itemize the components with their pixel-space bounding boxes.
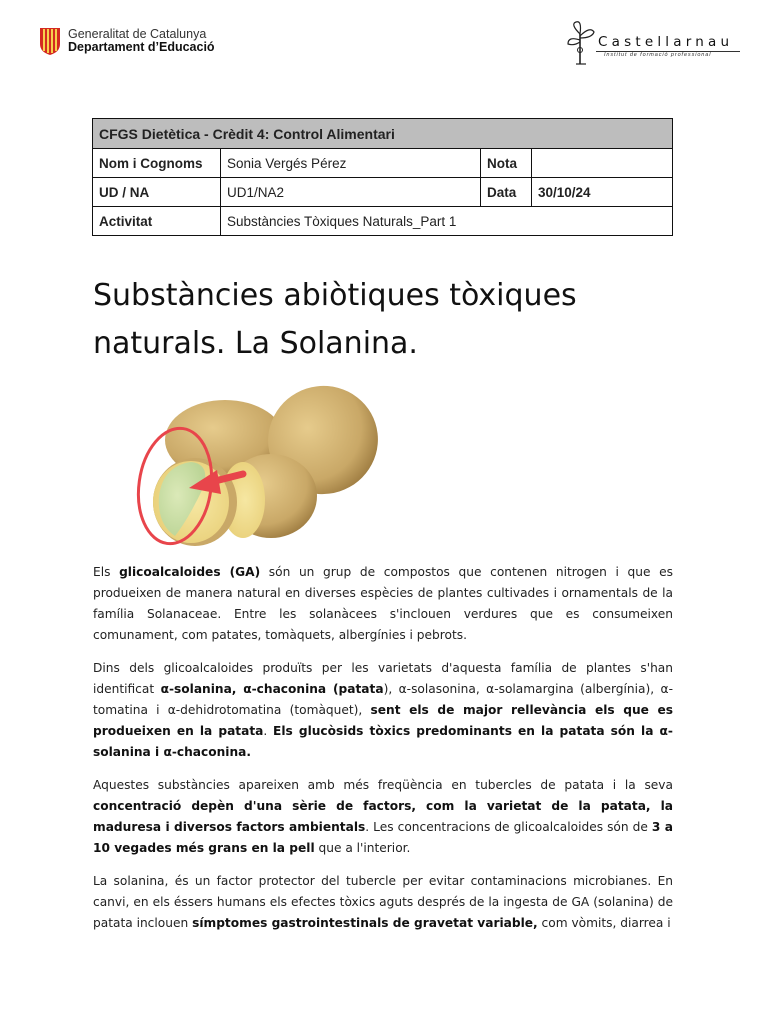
activity-info-table	[92, 118, 673, 236]
paragraph-4	[93, 871, 673, 934]
grade-label: Nota	[481, 149, 532, 178]
paragraph-3	[93, 775, 673, 859]
date-label: Data	[481, 178, 532, 207]
text: La solanina, és un factor protector del tubercle per evitar contaminacions microbianes. En canvi, en els éssers humans els efectes tòxics aguts després de la ingesta de GA (solanina) de patata inclouen	[93, 874, 673, 930]
text: Aquestes substàncies apareixen amb més freqüència en tubercles de patata i la seva	[93, 778, 673, 792]
emphasis: 3 a 10 vegades més grans en la pell	[93, 820, 673, 855]
emphasis: α-solanina, α-chaconina (patata	[160, 682, 384, 696]
title-line2: naturals. La Solanina.	[93, 326, 418, 361]
org-line2: Departament d’Educació	[68, 40, 215, 54]
emphasis: concentració depèn d'una sèrie de factors, com la varietat de la patata, la maduresa i diversos factors ambientals	[93, 799, 673, 834]
table-header-row	[93, 119, 673, 149]
title-line1: Substàncies abiòtiques tòxiques	[93, 278, 577, 313]
document-body	[93, 562, 673, 946]
emphasis: glicoalcaloides (GA)	[119, 565, 261, 579]
text: ), α-solasonina, α-solamargina (albergínia), α-tomatina i α-dehidrotomatina (tomàquet),	[93, 682, 673, 717]
tree-logo-icon	[564, 20, 598, 66]
school-name: Castellarnau	[598, 34, 734, 50]
emphasis: sent els de major rellevància els que es produeixen en la patata	[93, 703, 673, 738]
name-label: Nom i Cognoms	[93, 149, 221, 178]
activity-value: Substàncies Tòxiques Naturals_Part 1	[221, 207, 673, 236]
paragraph-1	[93, 562, 673, 646]
name-value: Sonia Vergés Pérez	[221, 149, 481, 178]
text: que a l'interior.	[314, 841, 411, 855]
text: són un grup de compostos que contenen nitrogen i que es produeixen de manera natural en diverses espècies de plantes cultivades i ornamentals de la família Solanaceae. Entre les solanàcees s'inclouen verdures que es consumeixen comunament, com patates, tomàquets, albergínies i pebrots.	[93, 565, 673, 642]
emphasis: símptomes gastrointestinals de gravetat variable,	[192, 916, 538, 930]
text: .	[263, 724, 273, 738]
activity-label: Activitat	[93, 207, 221, 236]
table-row	[93, 178, 673, 207]
generalitat-logo-icon	[38, 26, 62, 56]
ud-label: UD / NA	[93, 178, 221, 207]
generalitat-header	[38, 26, 215, 56]
text: Els	[93, 565, 120, 579]
course-title: CFGS Dietètica - Crèdit 4: Control Alimentari	[93, 119, 673, 149]
emphasis: Els glucòsids tòxics predominants en la patata són la α-solanina i α-chaconina.	[93, 724, 673, 759]
school-subtitle: Institut de formació professional	[604, 52, 712, 58]
table-row	[93, 149, 673, 178]
date-value: 30/10/24	[532, 178, 673, 207]
page-title	[93, 272, 653, 368]
paragraph-2	[93, 658, 673, 763]
text: . Les concentracions de glicoalcaloides són de	[365, 820, 652, 834]
text: Dins dels glicoalcaloides produïts per les varietats d'aquesta família de plantes s'han identificat	[93, 661, 673, 696]
castellarnau-logo	[564, 20, 744, 66]
potato-illustration	[93, 378, 431, 556]
org-line1: Generalitat de Catalunya	[68, 27, 207, 41]
ud-value: UD1/NA2	[221, 178, 481, 207]
text: com vòmits, diarrea i	[537, 916, 671, 930]
grade-value	[532, 149, 673, 178]
table-row	[93, 207, 673, 236]
